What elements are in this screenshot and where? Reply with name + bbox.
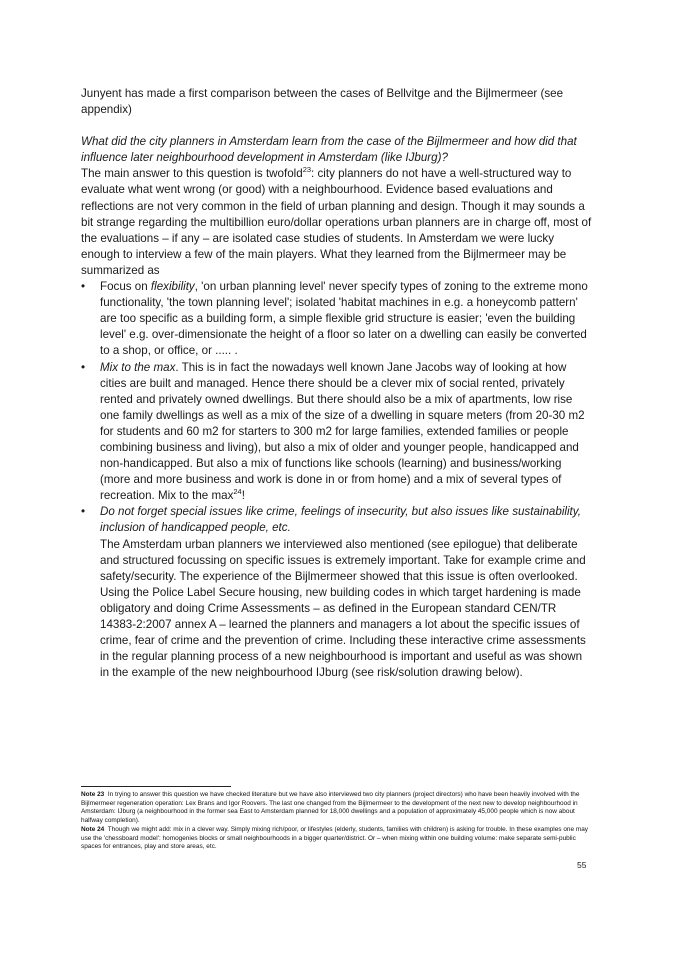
lessons-list [81, 279, 593, 681]
bullet-icon: • [81, 280, 86, 294]
list-item-text-end: ! [241, 489, 245, 503]
list-item-lead-italic: Do not forget special issues like crime, feelings of insecurity, but also issues like sustainability, inclusion of handicapped people, etc. [100, 505, 581, 535]
footnote-text: Though we might add: mix in a clever way. Simply mixing rich/poor, or lifestyles (elderly, students, families with children) is asking for trouble. In these examples one may use the 'chessboard model': homogenies blocks or small neighbourhoods in a bigger quarter/district. Or – when mixing within one building volume: make separate semi-public spaces for entrances, play and store areas, etc. [81, 825, 589, 851]
answer-paragraph [81, 166, 593, 279]
bullet-icon: • [81, 360, 86, 374]
footnote-label: Note 23 [81, 791, 105, 798]
answer-text-rest: : city planners do not have a well-structured way to evaluate what went wrong (or good) with a neighbourhood. Evidence based evaluations and reflections are not very common in the field of urban planning and design. Though it may sounds a bit strange regarding the multibillion euro/dollar operations urban planners are in charge off, most of the evaluations – if any – are isolated case studies of students. In Amsterdam we were lucky enough to interview a few of the main players. What they learned from the Bijlmermeer may be summarized as [81, 167, 592, 277]
list-item-lead: Focus on [100, 280, 151, 294]
list-item-mix [81, 360, 593, 505]
page-number: 55 [577, 860, 587, 870]
list-item-flexibility [81, 279, 593, 359]
footnote-23 [81, 791, 591, 826]
footnote-divider [81, 786, 231, 787]
list-item-text: . This is in fact the nowadays well known Jane Jacobs way of looking at how cities are built and managed. Hence there should be a clever mix of social rented, privately rented and privately owned dwellings. But there should also be a mix of apartments, low rise one family dwellings as well as a mix of the size of a dwelling in square meters (from 20-30 m2 for students and 60 m2 for starters to 300 m2 for large families, extended families or people combining business and living), but also a mix of older and younger people, handicapped and non-handicapped. But also a mix of functions like schools (learning) and business/working (more and more business and work is done in or from home) and a mix of several types of recreation. Mix to the max [100, 360, 585, 503]
intro-paragraph: Junyent has made a first comparison between the cases of Bellvitge and the Bijlmermeer (see appendix) [81, 87, 564, 117]
footnote-text: In trying to answer this question we have checked literature but we have also interviewed two city planners (project directors) who have been heavily involved with the Bijlmermeer regeneration operation: Lex Brans and Igor Roovers. The last one changed from the Bijlmermeer to the development of the next new to develop neighbourhood in Amsterdam: IJburg (a neighbourhood in the former sea East to Amsterdam planned for 18,000 dwellings and a population of approximately 45,000 people which is now about halfway completion). [81, 791, 580, 825]
main-text [81, 86, 593, 681]
footnote-ref-24: 24 [233, 487, 242, 497]
bullet-icon: • [81, 505, 86, 519]
footnote-ref-23: 23 [302, 165, 312, 175]
footnotes [81, 791, 591, 852]
list-item-text: The Amsterdam urban planners we interviewed also mentioned (see epilogue) that deliberate and structured focussing on specific issues is extremely important. Take for example crime and safety/security. The experience of the Bijlmermeer showed that this issue is often overlooked. Using the Police Label Secure housing, new building codes in which target hardening is made obligatory and doing Crime Assessments – as defined in the European standard CEN/TR 14383-2:2007 annex A – learned the planners and managers a lot about the specific issues of crime, fear of crime and the prevention of crime. Including these interactive crime assessments in the regular planning process of a new neighbourhood is important and useful as was shown in the example of the new neighbourhood IJburg (see risk/solution drawing below). [100, 537, 586, 680]
list-item-lead-italic: flexibility [150, 280, 195, 294]
list-item-text: , 'on urban planning level' never specify types of zoning to the extreme mono functionality, 'the town planning level'; isolated 'habitat machines in e.g. a honeycomb pattern' are too specific as a building form, a simple flexible grid structure is easier; 'even the building level' e.g. over-dimensionate the height of a floor so later on a dwelling can easily be converted to a shop, or office, or ..... . [100, 280, 588, 358]
list-item-lead-italic: Mix to the max [100, 360, 176, 374]
answer-text-start: The main answer to this question is twofold [81, 167, 303, 181]
footnote-label: Note 24 [81, 825, 105, 833]
list-item-special-issues [81, 504, 593, 681]
question-paragraph: What did the city planners in Amsterdam learn from the case of the Bijlmermeer and how did that influence later neighbourhood development in Amsterdam (like IJburg)? [81, 135, 577, 165]
footnote-24 [81, 826, 591, 852]
